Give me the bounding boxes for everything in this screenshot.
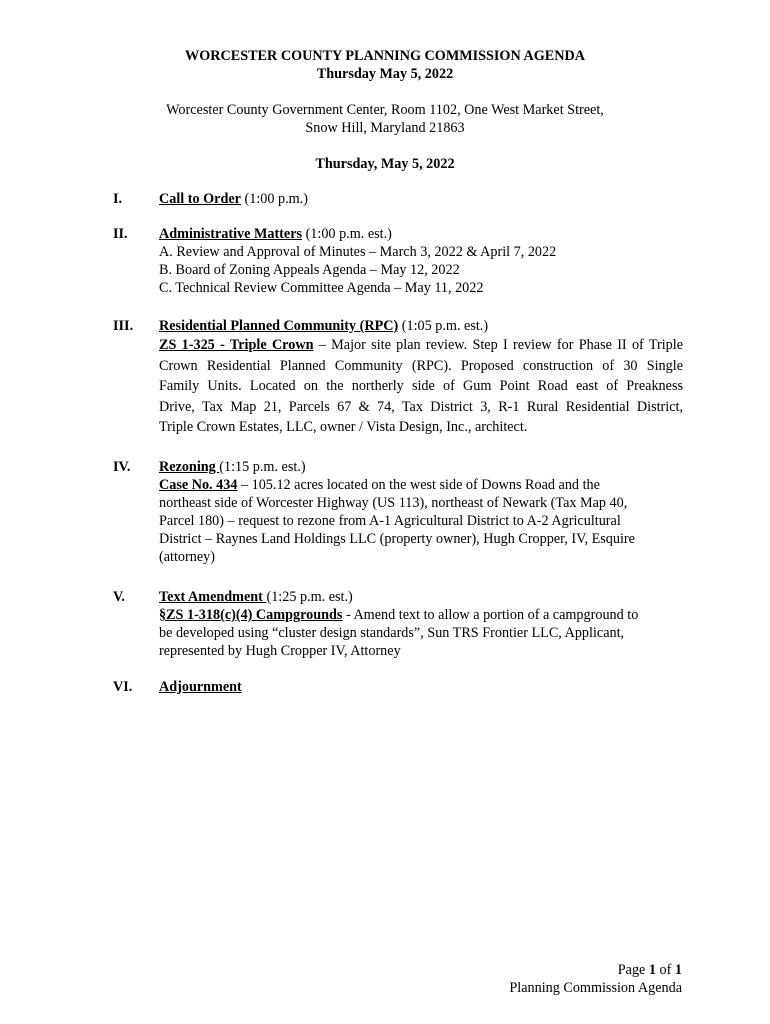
list-item: C. Technical Review Committee Agenda – May 11, 2022 [159,280,484,296]
description-line: northeast side of Worcester Highway (US 113), northeast of Newark (Tax Map 40, [159,495,628,511]
section-heading: Text Amendment [159,589,267,605]
section-heading: Administrative Matters [159,226,303,242]
section-numeral: III. [113,318,134,334]
section-heading: Call to Order [159,191,241,207]
section-numeral: V. [113,589,125,605]
section-numeral: II. [113,226,128,242]
page-label: Page [617,962,649,978]
section-heading: Residential Planned Community (RPC) [159,318,399,334]
description-line: Crown Residential Planned Community (RPC). Proposed construction of 30 Single [159,357,683,374]
description-line: be developed using “cluster design standards”, Sun TRS Frontier LLC, Applicant, [159,625,625,641]
case-number: §ZS 1-318(c)(4) Campgrounds [159,607,343,623]
footer-document-name: Planning Commission Agenda [509,980,682,996]
page-current: 1 [648,962,656,978]
venue-line-2: Snow Hill, Maryland 21863 [305,120,465,136]
section-time: (1:25 p.m. est.) [266,589,353,605]
case-number: ZS 1-325 - Triple Crown [159,337,314,353]
section-time: (1:15 p.m. est.) [219,459,306,475]
description-line: (attorney) [159,549,215,565]
description-line: Drive, Tax Map 21, Parcels 67 & 74, Tax District 3, R-1 Rural Residential District, [159,398,683,415]
case-description: – 105.12 acres located on the west side of Downs Road and the [237,477,600,493]
list-item: B. Board of Zoning Appeals Agenda – May 12, 2022 [159,262,460,278]
section-time: (1:00 p.m. est.) [302,226,392,242]
description-line: Family Units. Located on the northerly side of Gum Point Road east of Preakness [159,378,683,394]
section-numeral: VI. [113,679,133,695]
page-footer [509,961,682,997]
page-number [509,961,682,979]
meeting-date: Thursday May 5, 2022 [316,66,454,82]
section-time: (1:00 p.m.) [240,191,308,207]
description-line: Triple Crown Estates, LLC, owner / Vista Design, Inc., architect. [159,419,528,435]
section-heading: Adjournment [159,679,242,695]
meeting-date-repeat: Thursday, May 5, 2022 [315,156,455,172]
description-line: District – Raynes Land Holdings LLC (property owner), Hugh Cropper, IV, Esquire [159,531,635,547]
description-line: Parcel 180) – request to rezone from A-1 Agricultural District to A-2 Agricultural [159,513,621,529]
case-description: – Major site plan review. Step I review for Phase II of Triple [313,337,683,353]
description-line: represented by Hugh Cropper IV, Attorney [159,643,401,659]
venue-line-1: Worcester County Government Center, Room 1102, One West Market Street, [166,102,604,118]
section-numeral: I. [113,191,123,207]
document-title: WORCESTER COUNTY PLANNING COMMISSION AGENDA [185,48,585,64]
case-description: - Amend text to allow a portion of a campground to [342,607,639,623]
case-number: Case No. 434 [159,477,238,493]
section-numeral: IV. [113,459,131,475]
page-total: 1 [674,962,682,978]
list-item: A. Review and Approval of Minutes – March 3, 2022 & April 7, 2022 [159,244,557,260]
section-heading: Rezoning [159,459,220,475]
section-time: (1:05 p.m. est.) [398,318,489,334]
page-of-label: of [655,962,675,978]
